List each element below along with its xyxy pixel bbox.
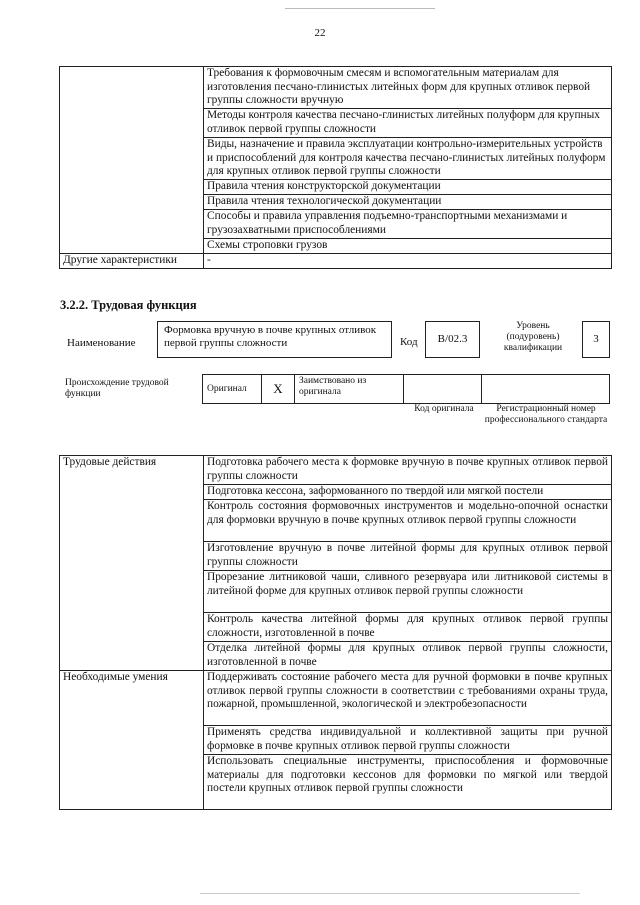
name-label: Наименование <box>67 337 136 349</box>
code-box <box>425 321 480 358</box>
level-box <box>582 321 610 358</box>
skill-item: Поддерживать состояние рабочего места для ручной формовки в почве крупных отливок первой группы сложности в соответствии с требованиями охраны труда, пожарной, промышленной, экологической и электробезопасности <box>204 671 612 726</box>
labor-action-item: Подготовка кессона, заформованного по твердой или мягкой постели <box>204 485 612 500</box>
table1-row: Методы контроля качества песчано-глинистых литейных полуформ для крупных отливок первой группы сложности <box>204 109 612 138</box>
origin-code-label: Код оригинала <box>414 404 474 414</box>
skill-item: Использовать специальные инструменты, приспособления и формовочные материалы для подготовки кессонов для формовки по мягкой или твердой постели крупных отливок первой группы сложности <box>204 755 612 810</box>
labor-actions-label: Трудовые действия <box>60 456 204 671</box>
table1-empty-label <box>60 67 204 254</box>
skill-item: Применять средства индивидуальной и коллективной защиты при ручной формовке в почве крупных отливок первой группы сложности <box>204 726 612 755</box>
labor-action-item: Подготовка рабочего места к формовке вручную в почве крупных отливок первой группы сложности <box>204 456 612 485</box>
knowledge-table <box>59 66 612 269</box>
table1-row: Виды, назначение и правила эксплуатации контрольно-измерительных устройств и приспособлений для контроля качества песчано-глинистых литейных полуформ для крупных отливок первой группы сложности <box>204 138 612 180</box>
table1-row: Схемы строповки грузов <box>204 239 612 254</box>
labor-action-item: Отделка литейной формы для крупных отливок первой группы сложности, изготовленной в почве <box>204 642 612 671</box>
borrowed-label: Заимствовано из оригинала <box>299 376 367 397</box>
page-number: 22 <box>314 27 326 39</box>
original-mark: X <box>273 381 283 396</box>
origin-divider <box>481 374 482 404</box>
labor-action-item: Контроль состояния формовочных инструментов и модельно-опочной оснастки для формовки вручную в почве крупных отливок первой группы сложности <box>204 500 612 542</box>
labor-action-item: Контроль качества литейной формы для крупных отливок первой группы сложности, изготовленной в почве <box>204 613 612 642</box>
table1-row: Правила чтения технологической документации <box>204 195 612 210</box>
reg-number-label: Регистрационный номер профессионального стандарта <box>484 404 608 425</box>
function-name-box <box>157 321 392 358</box>
labor-action-item: Изготовление вручную в почве литейной формы для крупных отливок первой группы сложности <box>204 542 612 571</box>
level-label: Уровень (подуровень) квалификации <box>503 321 563 353</box>
other-characteristics-label: Другие характеристики <box>60 254 204 269</box>
level-value: 3 <box>593 333 599 345</box>
scan-top-mark <box>285 8 435 9</box>
origin-label: Происхождение трудовой функции <box>65 378 169 399</box>
code-value: B/02.3 <box>437 333 468 345</box>
required-skills-label: Необходимые умения <box>60 671 204 810</box>
labor-function-table <box>59 455 612 810</box>
function-name-value: Формовка вручную в почве крупных отливок первой группы сложности <box>164 324 377 349</box>
original-checkbox <box>261 374 295 404</box>
code-label: Код <box>400 336 418 348</box>
other-characteristics-value: - <box>204 254 612 269</box>
section-title: 3.2.2. Трудовая функция <box>60 298 197 312</box>
scan-bottom-mark <box>200 893 580 894</box>
table1-row: Способы и правила управления подъемно-транспортными механизмами и грузозахватными приспособлениями <box>204 210 612 239</box>
table1-row: Правила чтения конструкторской документации <box>204 180 612 195</box>
labor-action-item: Прорезание литниковой чаши, сливного резервуара или литниковой системы в литейной форме для крупных отливок первой группы сложности <box>204 571 612 613</box>
table1-row: Требования к формовочным смесям и вспомогательным материалам для изготовления песчано-глинистых литейных форм для крупных отливок первой группы сложности вручную <box>204 67 612 109</box>
original-label: Оригинал <box>207 384 247 394</box>
origin-divider <box>403 374 404 404</box>
